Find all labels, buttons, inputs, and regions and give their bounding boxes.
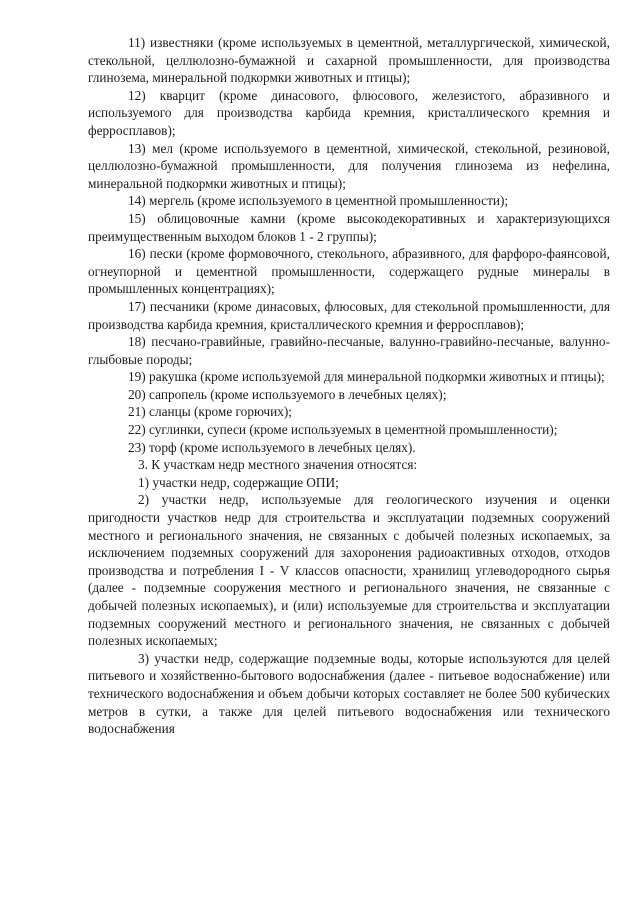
item-18-gravel-rocks: 18) песчано-гравийные, гравийно-песчаные, валунно-гравийно-песчаные, валунно-глыбовые породы; xyxy=(88,334,610,367)
item-22-loams: 22) суглинки, супеси (кроме используемых в цементной промышленности); xyxy=(128,422,558,438)
item-13-chalk: 13) мел (кроме используемого в цементной, химической, стекольной, резиновой, целлюлозно-бумажной промышленности, для получения глинозема из нефелина, минеральной подкормки животных и птицы); xyxy=(88,140,610,191)
section-3-item-1: 1) участки недр, содержащие ОПИ; xyxy=(138,474,339,490)
item-17-sandstones: 17) песчаники (кроме динасовых, флюсовых, для стекольной промышленности, для производства карбида кремния, кристаллического кремния и ферросплавов); xyxy=(88,298,610,332)
item-15-facing-stones: 15) облицовочные камни (кроме высокодекоративных и характеризующихся преимущественным выходом блоков 1 - 2 группы); xyxy=(88,210,610,244)
item-21-shales: 21) сланцы (кроме горючих); xyxy=(128,404,292,420)
item-14-marl: 14) мергель (кроме используемого в цементной промышленности); xyxy=(128,193,509,209)
section-3-heading: 3. К участкам недр местного значения относятся: xyxy=(138,457,418,473)
section-3-item-3: 3) участки недр, содержащие подземные воды, которые используются для целей питьевого и хозяйственно-бытового водоснабжения (далее - питьевое водоснабжение) или технического водоснабжения и объем добычи которых составляет не более 500 кубических метров в сутки, а также для целей питьевого водоснабжения или технического водоснабжения xyxy=(88,650,610,737)
item-23-peat: 23) торф (кроме используемого в лечебных целях). xyxy=(128,439,416,455)
section-3-item-2: 2) участки недр, используемые для геологического изучения и оценки пригодности участков недр для строительства и эксплуатации подземных сооружений местного и регионального значения, не связанных с добычей полезных ископаемых, за исключением подземных сооружений для захоронения радиоактивных отходов, отходов производства и потребления I - V классов опасности, хранилищ углеводородного сырья (далее - подземные сооружения местного и регионального значения, не связанные с добычей полезных ископаемых), и (или) используемые для строительства и эксплуатации подземных сооружений местного и регионального значения, не связанных с добычей полезных ископаемых; xyxy=(88,492,610,649)
item-16-sands: 16) пески (кроме формовочного, стекольного, абразивного, для фарфоро-фаянсовой, огнеупорной и цементной промышленности, содержащего рудные минералы в промышленных концентрациях); xyxy=(88,246,610,297)
item-19-shell-rock: 19) ракушка (кроме используемой для минеральной подкормки животных и птицы); xyxy=(128,369,605,385)
item-11-limestone: 11) известняки (кроме используемых в цементной, металлургической, химической, стекольной, целлюлозно-бумажной и сахарной промышленности, для производства глинозема, минеральной подкормки животных и птицы); xyxy=(88,35,610,86)
item-20-sapropel: 20) сапропель (кроме используемого в лечебных целях); xyxy=(128,386,447,402)
item-12-quartzite: 12) кварцит (кроме динасового, флюсового, железистого, абразивного и используемого для производства карбида кремния, кристаллического кремния и ферросплавов); xyxy=(88,87,610,138)
